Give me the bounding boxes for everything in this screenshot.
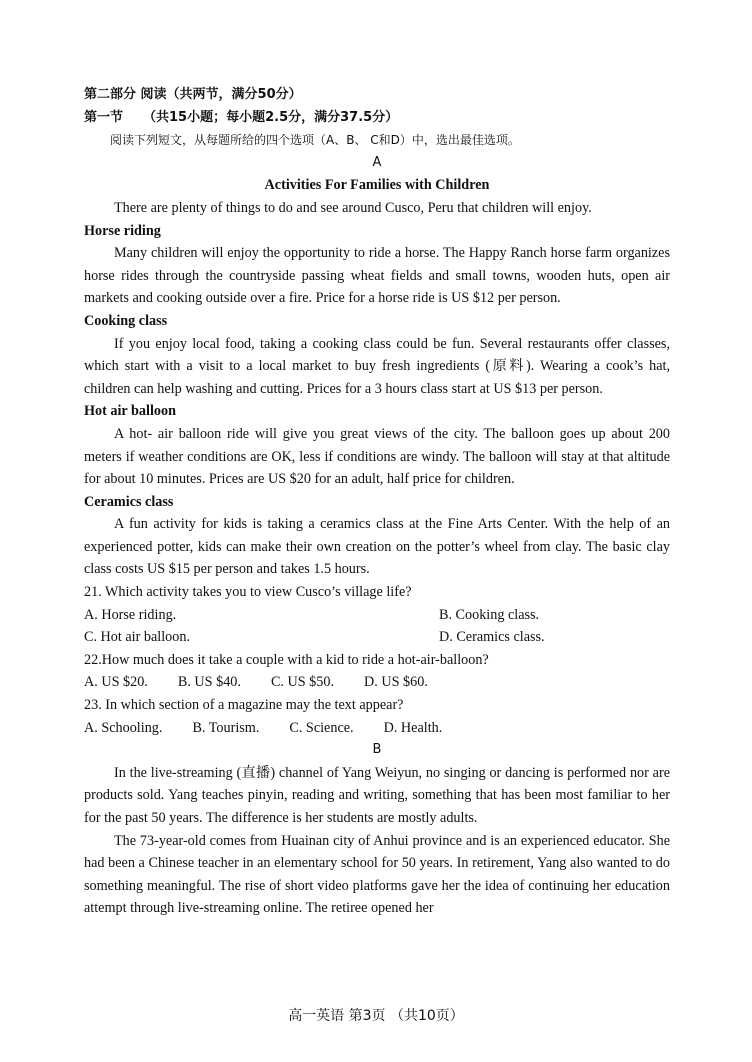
question-21-stem: 21. Which activity takes you to view Cusco’s village life? [84,584,412,601]
question-22-option-d: D. US $60. [364,674,428,691]
section-text-balloon: A hot- air balloon ride will give you great views of the city. The balloon goes up about 200 meters if weather conditions are OK, less if conditions are windy. The balloon will stay at that altitude for about 10 minutes. Prices are US $20 for an adult, half price for children. [84,425,670,488]
question-23-option-c: C. Science. [289,719,354,736]
passage-a-letter: A [372,154,382,170]
part-heading: 第二部分 阅读（共两节，满分50分） [84,87,302,102]
question-21-option-a: A. Horse riding. [84,606,177,623]
question-22-options [84,671,670,694]
question-23-option-b: B. Tourism. [192,719,260,736]
section-number: 第一节 [84,109,124,125]
instruction: 阅读下列短文，从每题所给的四个选项（A、B、 C和D）中，选出最佳选项。 [110,133,520,148]
question-23-options [84,717,670,740]
question-21-option-d: D. Ceramics class. [439,629,545,646]
section-description: （共15小题；每小题2.5分，满分37.5分） [143,109,399,125]
question-22-option-a: A. US $20. [84,674,148,691]
section-heading [84,107,670,130]
question-21-option-b: B. Cooking class. [439,606,540,623]
section-heading-ceramics: Ceramics class [84,493,174,510]
passage-b-paragraph-1: In the live-streaming (直播) channel of Yang Weiyun, no singing or dancing is performed nor are products sold. Yang teaches pinyin, reading and writing, something that has been most familiar to her for the past 50 years. The difference is her students are mostly adults. [84,764,670,826]
passage-b-letter: B [372,742,382,758]
question-22-stem: 22.How much does it take a couple with a kid to ride a hot-air-balloon? [84,651,489,668]
section-heading-horse: Horse riding [84,222,161,239]
question-23-stem: 23. In which section of a magazine may the text appear? [84,697,404,714]
question-23-option-a: A. Schooling. [84,719,163,736]
question-22-option-c: C. US $50. [270,674,335,691]
section-text-horse: Many children will enjoy the opportunity to ride a horse. The Happy Ranch horse farm organizes horse rides through the countryside passing wheat fields and small towns, wooden huts, open air markets and cooking outside over a fire. Price for a horse ride is US $12 per person. [84,245,670,307]
section-text-cooking: If you enjoy local food, taking a cooking class could be fun. Several restaurants offer classes, which start with a visit to a local market to buy fresh ingredients (原料). Wearing a cook’s hat, children can help washing and cutting. Prices for a 3 hours class start at US $13 per person. [84,335,670,397]
question-22-option-b: B. US $40. [177,674,241,691]
page-footer: 高一英语 第3页 （共10页） [288,1008,464,1024]
passage-a-intro: There are plenty of things to do and see around Cusco, Peru that children will enjoy. [114,199,592,216]
question-21-option-c: C. Hot air balloon. [84,629,190,646]
section-text-ceramics: A fun activity for kids is taking a ceramics class at the Fine Arts Center. With the help of an experienced potter, kids can make their own creation on the potter’s wheel from clay. The basic clay class costs US $15 per person and takes 1.5 hours. [84,516,670,578]
passage-b-paragraph-2: The 73-year-old comes from Huainan city of Anhui province and is an experienced educator. She had been a Chinese teacher in an elementary school for 50 years. In retirement, Yang also wanted to do something meaningful. The rise of short video platforms gave her the idea of continuing her education attempt through live-streaming online. The retiree opened her [84,832,670,917]
section-heading-cooking: Cooking class [84,312,168,329]
passage-a-title: Activities For Families with Children [264,177,490,194]
question-23-option-d: D. Health. [383,719,443,736]
question-21-options-row2 [84,626,670,649]
question-21-options-row1 [84,604,670,627]
section-heading-balloon: Hot air balloon [84,403,176,420]
page-content [84,84,670,920]
